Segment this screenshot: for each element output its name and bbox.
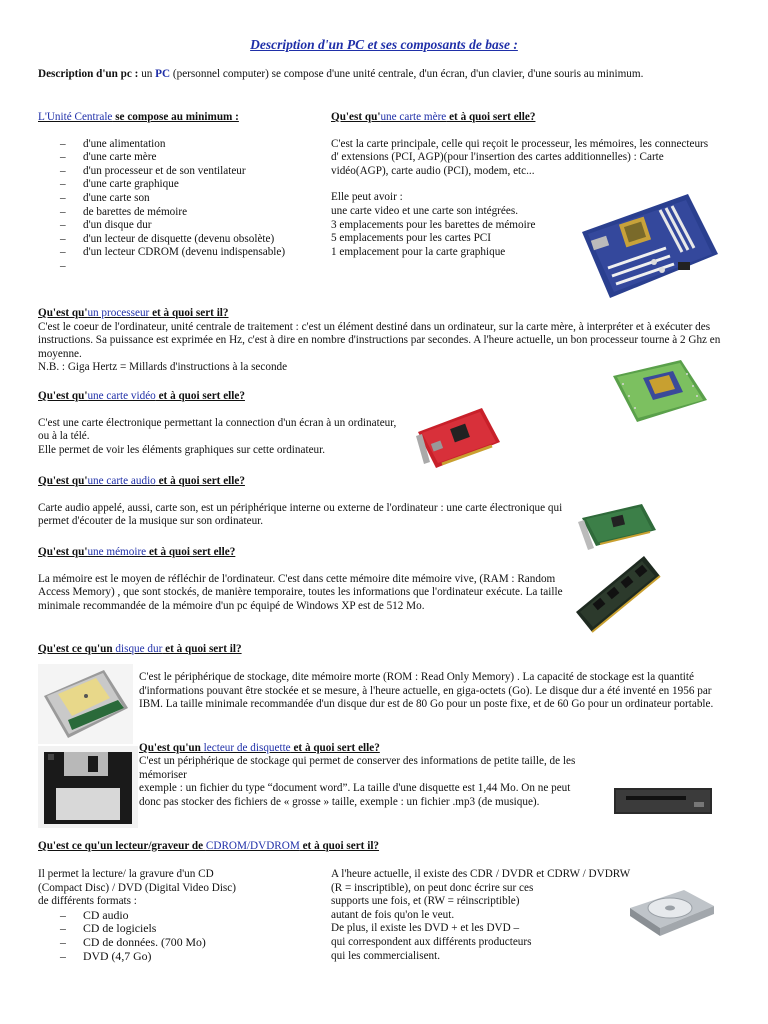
uc-heading-link[interactable]: L'Unité Centrale: [38, 111, 113, 123]
motherboard-image: [578, 192, 720, 300]
cm-line: 1 emplacement pour la carte graphique: [331, 245, 506, 258]
cm-heading: [331, 111, 711, 125]
cd-right-line: (R = inscriptible), on peut donc écrire sur ces: [331, 881, 534, 894]
hdd-heading-pre: Qu'est ce qu'un: [38, 643, 116, 655]
cd-right-line: A l'heure actuelle, il existe des CDR / DVDR et CDRW / DVDRW: [331, 868, 631, 880]
proc-note: N.B. : Giga Hertz = Millards d'instructions à la seconde: [38, 361, 288, 374]
floppy-line-2: exemple : un fichier du type “document word”. La taille d'une disquette est 1,44 Mo. On ne peut donc pas stocker des fichiers de « grosse » taille, exemple : un fichier .mp3 (de musique).: [139, 782, 571, 808]
proc-heading-link[interactable]: un processeur: [87, 307, 150, 319]
pc-link[interactable]: PC: [155, 68, 171, 80]
hard-disk-image: [38, 664, 133, 744]
video-heading: [38, 390, 403, 404]
list-item: – d'un lecteur CDROM (devenu indispensable): [38, 246, 323, 260]
floppy-disk-image: [38, 746, 138, 828]
cd-format-list: [38, 909, 328, 963]
list-item: – de barettes de mémoire: [38, 206, 323, 220]
video-heading-pre: Qu'est qu': [38, 390, 88, 402]
list-item: – d'une carte graphique: [38, 178, 323, 192]
unite-centrale-section: [38, 111, 323, 274]
video-card-image: [412, 402, 504, 474]
audio-heading-pre: Qu'est qu': [38, 475, 88, 487]
cd-right-line: autant de fois qu'on le veut.: [331, 908, 455, 921]
cd-drive-image: [626, 884, 718, 944]
hdd-heading-post: et à quoi sert il?: [162, 643, 242, 655]
audio-heading: [38, 475, 568, 489]
list-item: – d'un lecteur de disquette (devenu obsolète): [38, 233, 323, 247]
proc-heading-post: et à quoi sert il?: [149, 307, 229, 319]
cm-heading-pre: Qu'est qu': [331, 111, 381, 123]
cm-line: une carte video et une carte son intégrées.: [331, 204, 518, 217]
uc-list: [38, 138, 323, 274]
list-item: – d'une carte son: [38, 192, 323, 206]
video-text-2: Elle permet de voir les éléments graphiques sur cette ordinateur.: [38, 443, 326, 456]
intro-pre: un: [138, 68, 156, 80]
floppy-heading-post: et à quoi sert elle?: [290, 742, 380, 754]
intro-label: Description d'un pc :: [38, 68, 139, 80]
carte-video-section: [38, 390, 403, 457]
hdd-heading-link[interactable]: disque dur: [115, 643, 163, 655]
audio-heading-post: et à quoi sert elle?: [155, 475, 245, 487]
cm-line: 5 emplacements pour les cartes PCI: [331, 232, 491, 245]
floppy-heading-link[interactable]: lecteur de disquette: [203, 742, 291, 754]
hdd-text: C'est le périphérique de stockage, dite mémoire morte (ROM : Read Only Memory) . La capacité de stockage est la quantité d'informations pouvant être stockée et se mesure, à l'heure actuelle, en giga-octets (Go). Le disque dur a été inventé en 1956 par IBM. La taille minimale recommandée d'un disque dur est de 80 Go pour un poste fixe, et de 60 Go pour un ordinateur portable.: [139, 671, 714, 711]
cd-left-line: Il permet la lecture/ la gravure d'un CD: [38, 868, 214, 880]
proc-text: C'est le coeur de l'ordinateur, unité centrale de traitement : c'est un élément destiné dans un ordinateur, sur la carte mère, à interpréter et à exécuter des instructions. Sa puissance est exprimée en Hz, c'est à dire en nombre d'instructions par secondes. A l'heure actuelle, un bon processeur tourne à 2 Ghz en moyenne.: [38, 320, 721, 360]
list-item: – DVD (4,7 Go): [38, 950, 328, 964]
video-heading-link[interactable]: une carte vidéo: [87, 390, 156, 402]
cd-right-line: qui les commercialisent.: [331, 949, 441, 962]
list-item: [38, 260, 323, 274]
cm-heading-link[interactable]: une carte mère: [380, 111, 447, 123]
cd-left-column: [38, 868, 328, 963]
video-heading-post: et à quoi sert elle?: [155, 390, 245, 402]
mem-text: La mémoire est le moyen de réfléchir de l'ordinateur. C'est dans cette mémoire dite mémoire vive, (RAM : Random Access Memory) , que sont stockés, de manière temporaire, toutes les informations que l'ordinateur exécute. La taille minimale recommandée de la mémoire d'un pc équipé de Windows XP est de 512 Mo.: [38, 572, 563, 612]
mem-heading: [38, 546, 578, 560]
cd-heading-link[interactable]: CDROM/DVDROM: [205, 840, 300, 852]
processor-image: [603, 356, 713, 428]
proc-heading-pre: Qu'est qu': [38, 307, 88, 319]
list-item: – d'un disque dur: [38, 219, 323, 233]
audio-heading-link[interactable]: une carte audio: [87, 475, 156, 487]
cd-heading-pre: Qu'est ce qu'un lecteur/graveur de: [38, 840, 206, 852]
memoire-section: [38, 546, 578, 613]
floppy-heading-pre: Qu'est qu'un: [139, 742, 204, 754]
cd-left-line: (Compact Disc) / DVD (Digital Video Disc): [38, 881, 236, 894]
list-item: – CD de données. (700 Mo): [38, 936, 328, 950]
uc-heading-rest: se compose au minimum :: [112, 111, 239, 123]
floppy-heading: [139, 742, 380, 756]
cm-paragraph: C'est la carte principale, celle qui reçoit le processeur, les mémoires, les connecteurs d' extensions (PCI, AGP)(pour l'insertion des cartes additionnelles) : Carte vidéo(AGP), carte audio (PCI), modem, etc...: [331, 137, 709, 177]
hdd-heading: [38, 643, 242, 657]
cd-right-line: De plus, il existe les DVD + et les DVD –: [331, 922, 520, 935]
intro-text: (personnel computer) se compose d'une unité centrale, d'un écran, d'un clavier, d'une souris au minimum.: [170, 68, 644, 80]
video-text: C'est une carte électronique permettant la connection d'un écran à un ordinateur, ou à la télé.: [38, 416, 397, 443]
cm-line: Elle peut avoir :: [331, 191, 403, 204]
cd-right-line: supports une fois, et (RW = réinscriptible): [331, 895, 520, 908]
cm-heading-post: et à quoi sert elle?: [446, 111, 536, 123]
sound-card-image: [578, 500, 660, 552]
carte-audio-section: [38, 475, 568, 529]
intro-paragraph: [38, 68, 718, 82]
list-item: – d'une carte mère: [38, 151, 323, 165]
page-title: Description d'un PC et ses composants de base :: [250, 37, 518, 52]
list-item: – d'une alimentation: [38, 138, 323, 152]
uc-heading: [38, 111, 323, 125]
floppy-drive-image: [612, 786, 714, 816]
mem-heading-link[interactable]: une mémoire: [87, 546, 147, 558]
cm-line: 3 emplacements pour les barettes de mémoire: [331, 218, 536, 231]
cd-heading-post: et à quoi sert il?: [299, 840, 380, 852]
cd-right-column: [331, 868, 631, 963]
list-item: – CD de logiciels: [38, 922, 328, 936]
ram-image: [572, 552, 664, 638]
mem-heading-pre: Qu'est qu': [38, 546, 88, 558]
cd-right-line: qui correspondent aux différents producteurs: [331, 935, 532, 948]
list-item: – CD audio: [38, 909, 328, 923]
list-item: – d'un processeur et de son ventilateur: [38, 165, 323, 179]
proc-heading: [38, 307, 728, 321]
audio-text: Carte audio appelé, aussi, carte son, est un périphérique interne ou externe de l'ordinateur : une carte électronique qui permet d'écouter de la musique sur son ordinateur.: [38, 501, 563, 528]
floppy-line-1: C'est un périphérique de stockage qui permet de conserver des informations de petite taille, de les mémoriser: [139, 755, 576, 781]
mem-heading-post: et à quoi sert elle?: [146, 546, 236, 558]
cd-heading: [38, 840, 379, 854]
cd-left-line: de différents formats :: [38, 895, 137, 908]
floppy-text: [139, 755, 584, 809]
